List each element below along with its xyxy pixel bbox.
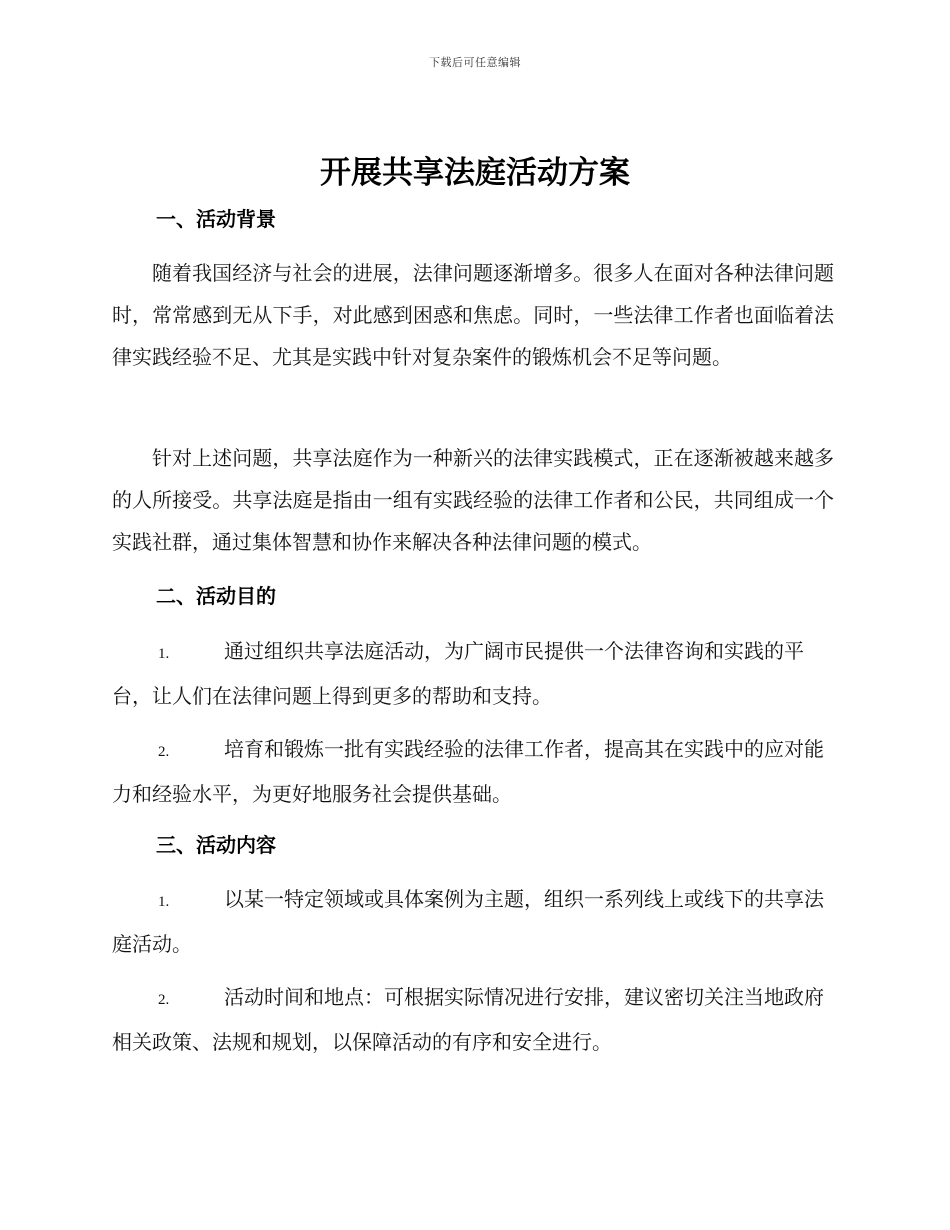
list-item-text: 以某一特定领域或具体案例为主题，组织一系列线上或线下的共享法庭活动。 (112, 887, 824, 956)
list-item-text: 培育和锻炼一批有实践经验的法律工作者，提高其在实践中的应对能力和经验水平，为更好地服务社会提供基础。 (112, 737, 824, 806)
list-item-text: 活动时间和地点：可根据实际情况进行安排，建议密切关注当地政府相关政策、法规和规划，以保障活动的有序和安全进行。 (112, 985, 824, 1054)
section-heading-content: 三、活动内容 (156, 833, 276, 857)
list-item-number: 1. (158, 646, 170, 662)
paragraph-background-1: 随着我国经济与社会的进展，法律问题逐渐增多。很多人在面对各种法律问题时，常常感到无从下手，对此感到困惑和焦虑。同时，一些法律工作者也面临着法律实践经验不足、尤其是实践中针对复杂案件的锻炼机会不足等问题。 (112, 261, 834, 369)
list-item-purpose-1 (112, 630, 834, 717)
header-note: 下载后可任意编辑 (429, 56, 521, 69)
list-item-purpose-2 (112, 728, 834, 815)
list-item-number: 2. (158, 744, 170, 760)
list-item-text: 通过组织共享法庭活动，为广阔市民提供一个法律咨询和实践的平台，让人们在法律问题上得到更多的帮助和支持。 (112, 639, 804, 708)
list-item-number: 2. (158, 992, 170, 1008)
paragraph-background-2: 针对上述问题，共享法庭作为一种新兴的法律实践模式，正在逐渐被越来越多的人所接受。共享法庭是指由一组有实践经验的法律工作者和公民，共同组成一个实践社群，通过集体智慧和协作来解决各种法律问题的模式。 (112, 446, 834, 554)
section-heading-background: 一、活动背景 (156, 207, 276, 231)
list-item-number: 1. (158, 894, 170, 910)
document-title: 开展共享法庭活动方案 (320, 155, 630, 191)
list-item-content-1 (112, 878, 834, 965)
list-item-content-2 (112, 976, 834, 1063)
section-heading-purpose: 二、活动目的 (156, 584, 276, 608)
